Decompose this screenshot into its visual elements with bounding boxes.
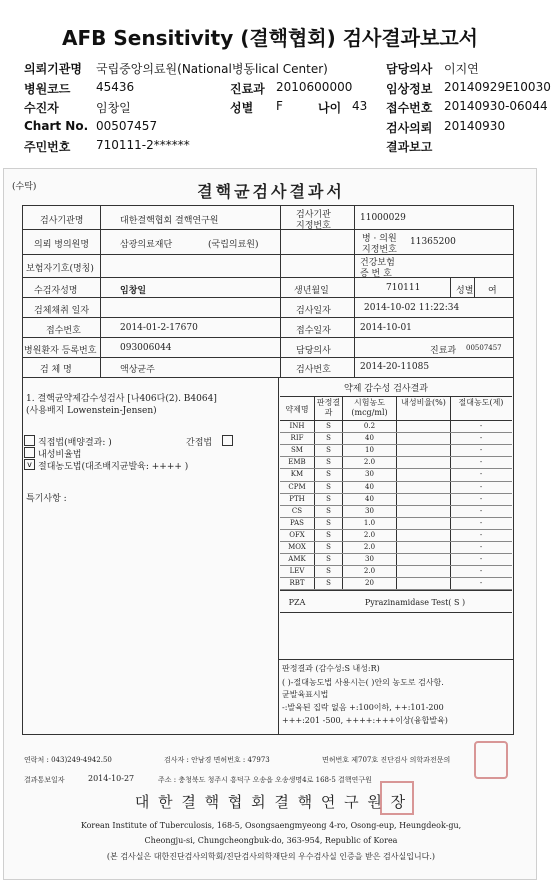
receipt-no-label: 접수번호 [46,326,81,336]
req-no-value: 11365200 [410,237,456,247]
row-drug: KM [290,470,304,479]
row-result: S [326,506,331,515]
request-value: 20140930 [444,119,506,133]
ratio-label: 내성비율법 [38,450,82,460]
row-result: S [326,530,331,539]
row-abs: - [479,494,483,503]
chart-value: 00507457 [96,119,158,133]
certification-notice: (본 검사실은 대한진단검사의학회/진단검사의학재단의 우수검사실 인증을 받은 검사실입니다.) [106,852,436,861]
footer-examiner: 검사자 : 안남경 면허번호 : 47973 [164,756,270,764]
row-conc: 2.0 [363,543,376,551]
req-inst-label: 의뢰 병의원명 [34,240,90,250]
row-result: S [326,446,331,455]
footer-address: 주소 : 충청북도 청주시 흥덕구 오송읍 오송생명4로 168-5 결핵연구원 [158,776,372,784]
receipt-date-value: 2014-10-01 [360,323,412,333]
row-drug: OFX [289,530,305,539]
col-conc-header: 시험농도(mcg/ml) [351,398,388,417]
sensitivity-table [280,396,512,621]
row-abs: - [479,579,483,588]
pza-drug: PZA [288,598,306,607]
test-no-label: 검사번호 [296,365,331,375]
clinical-info-label: 임상정보 [386,82,433,96]
row-abs: - [479,470,483,479]
req-no-label-2: 지정번호 [362,245,397,255]
row-drug: AMK [288,555,306,564]
inst-no-label-2: 지정번호 [296,221,331,231]
row-conc: 30 [365,555,374,564]
doctor-label: 담당의사 [386,62,433,76]
col-drug-header: 약제명 [285,405,309,414]
health-label-1: 건강보험 [360,258,395,268]
indirect-label: 간접법 [186,438,213,448]
req-no-label-1: 병 · 의원 [362,234,397,244]
dept-cell-label: 진료과 [430,346,457,356]
sensitivity-table-title: 약제 감수성 검사결과 [344,384,428,394]
footer-date-label: 결과통보일자 [24,776,65,784]
row-conc: 0.2 [363,422,376,430]
dept-label: 진료과 [230,82,265,96]
specimen-value: 액상균주 [120,365,155,375]
row-result: S [326,555,331,564]
form-tag: (수탁) [12,182,37,192]
interp-line-2: ( )-절대농도법 사용시는( )안의 농도로 검사함. [282,678,444,687]
form-title: 결핵균검사결과서 [197,182,345,201]
row-conc: 2.0 [363,458,376,467]
row-conc: 40 [365,494,374,503]
row-abs: - [479,506,483,515]
row-result: S [326,434,331,443]
row-drug: MOX [288,543,306,551]
inst-label: 검사기관명 [40,216,84,226]
sex-value: F [276,99,283,113]
row-drug: RIF [290,434,304,443]
address-en-line-2: Cheongju-si, Chungcheongbuk-do, 363-954, Republic of Korea [144,836,398,845]
row-abs: - [479,555,483,564]
insurance-label: 보험자기호(명칭) [26,264,94,274]
row-conc: 10 [365,446,374,455]
direct-label: 직접법(배양결과: ) [38,438,112,448]
doctor-value: 이지연 [444,62,479,76]
rrn-value: 710111-2****** [96,138,190,152]
official-stamp [380,781,414,815]
test-date-label: 검사일자 [296,306,331,316]
row-abs: - [479,446,483,455]
health-label-2: 증 번 호 [360,269,392,279]
indirect-checkbox [222,435,233,446]
row-abs: - [479,482,483,491]
row-conc: 1.0 [363,518,376,527]
receipt-label: 접수번호 [386,101,433,115]
interp-line-1: 판정결과 (감수성:S 내성:R) [282,664,380,673]
method-line-1: 1. 결핵균약제감수성검사 [나406다(2). B4064] [26,394,217,404]
row-result: S [326,567,331,576]
sex-cell-label: 성별 [456,286,474,296]
row-result: S [326,458,331,467]
row-drug: LEV [289,567,305,576]
req-inst-sub: (국립의료원) [208,240,259,250]
row-abs: - [479,434,483,443]
row-abs: - [479,518,483,527]
org-name: 대 한 결 핵 협 회 결 핵 연 구 원 장 [134,793,408,811]
col-ratio-header: 내성비율(%) [401,398,446,407]
ordering-org-label: 의뢰기관명 [24,62,82,76]
absolute-label: 절대농도법(대조배지균발육: ++++ ) [38,462,189,472]
test-no-value: 2014-20-11085 [360,362,430,372]
row-result: S [326,494,331,503]
row-result: S [326,518,331,527]
chart-label: Chart No. [24,119,89,133]
dob-value: 710111 [386,283,421,293]
row-conc: 2.0 [363,530,376,539]
row-drug: PAS [290,518,304,527]
scanned-report-image [3,168,537,880]
row-drug: INH [289,422,305,430]
row-conc: 2.0 [363,567,376,576]
inst-value: 대한결핵협회 결핵연구원 [120,216,219,226]
test-date-value: 2014-10-02 11:22:34 [364,303,460,313]
row-conc: 30 [365,470,374,479]
direct-checkbox [24,435,35,446]
row-drug: CS [291,506,303,515]
hospital-code-label: 병원코드 [24,82,71,96]
reg-no-label: 병원환자 등록번호 [24,346,97,356]
address-en-line-1: Korean Institute of Tuberculosis, 168-5, Osongsaengmyeong 4-ro, Osong-eup, Heungdeok-gu, [80,821,462,830]
rrn-label: 주민번호 [24,140,71,154]
row-result: S [326,470,331,479]
col-abs-header: 절대농도(제) [458,398,504,407]
row-abs: - [479,458,483,467]
specimen-label: 검 체 명 [40,365,72,375]
row-conc: 30 [365,506,374,515]
clinical-info-value: 20140929E10030 [444,80,551,94]
row-drug: CPM [288,482,306,491]
row-result: S [326,482,331,491]
ordering-org-value: 국립중앙의료원(National병동lical Center) [96,62,328,76]
row-abs: - [479,567,483,576]
age-value: 43 [352,99,368,113]
report-title: AFB Sensitivity (결핵협회) 검사결과보고서 [62,26,478,50]
footer-contact: 연락처 : 043)249-4942.50 [24,756,112,764]
receipt-date-label: 접수일자 [296,326,331,336]
inst-no-label-1: 검사기관 [296,210,331,220]
dept-value: 2010600000 [276,80,353,94]
reg-no-value: 093006044 [120,343,172,353]
receipt-no-value: 2014-01-2-17670 [120,323,198,333]
notes-label: 특기사항 : [26,494,67,504]
footer-license: 면허번호 제707호 진단검사 의학과전문의 [322,756,451,764]
col-result-header: 판정결과 [316,398,341,417]
row-result: S [326,422,331,430]
report-label: 결과보고 [386,140,433,154]
request-label: 검사의뢰 [386,121,433,135]
row-conc: 40 [365,482,374,491]
pza-value: Pyrazinamidase Test( S ) [364,598,466,607]
method-line-2: (사용배지 Lowenstein-Jensen) [26,406,157,416]
footer-date-value: 2014-10-27 [88,774,135,783]
interp-line-4: -:발육된 집락 없음 +:100이하, ++:101-200 [282,703,444,712]
row-conc: 20 [365,579,374,588]
patient-value: 임창일 [96,101,131,115]
row-conc: 40 [365,434,374,443]
doctor-cell-label: 담당의사 [296,346,331,356]
interp-line-5: +++:201 -500, ++++:+++이상(융합발육) [282,716,448,725]
ratio-checkbox [24,447,35,458]
row-drug: RBT [289,579,305,588]
row-drug: PTH [289,494,305,503]
dept-cell-value: 00507457 [466,344,502,352]
inst-no-value: 11000029 [360,213,406,223]
absolute-checkbox: v [24,459,35,470]
row-drug: EMB [288,458,306,467]
patient-name-value: 임창일 [120,286,147,296]
row-result: S [326,579,331,588]
sex-cell-value: 여 [488,286,497,296]
age-label: 나이 [318,101,342,115]
collect-label: 검체채취 일자 [34,306,90,316]
row-abs: - [479,543,483,551]
patient-name-label: 수검자성명 [34,286,78,296]
row-abs: - [479,530,483,539]
seal-stamp [474,741,508,779]
sex-label: 성별 [230,101,254,115]
hospital-code-value: 45436 [96,80,135,94]
row-drug: SM [291,446,303,455]
row-result: S [326,543,331,551]
interp-line-3: 균발육표시법 [282,690,329,699]
dob-label: 생년월일 [294,286,329,296]
receipt-value: 20140930-06044 [444,99,548,113]
patient-label: 수진자 [24,101,59,115]
req-inst-value: 삼광의료재단 [120,240,173,250]
row-abs: - [479,422,483,430]
